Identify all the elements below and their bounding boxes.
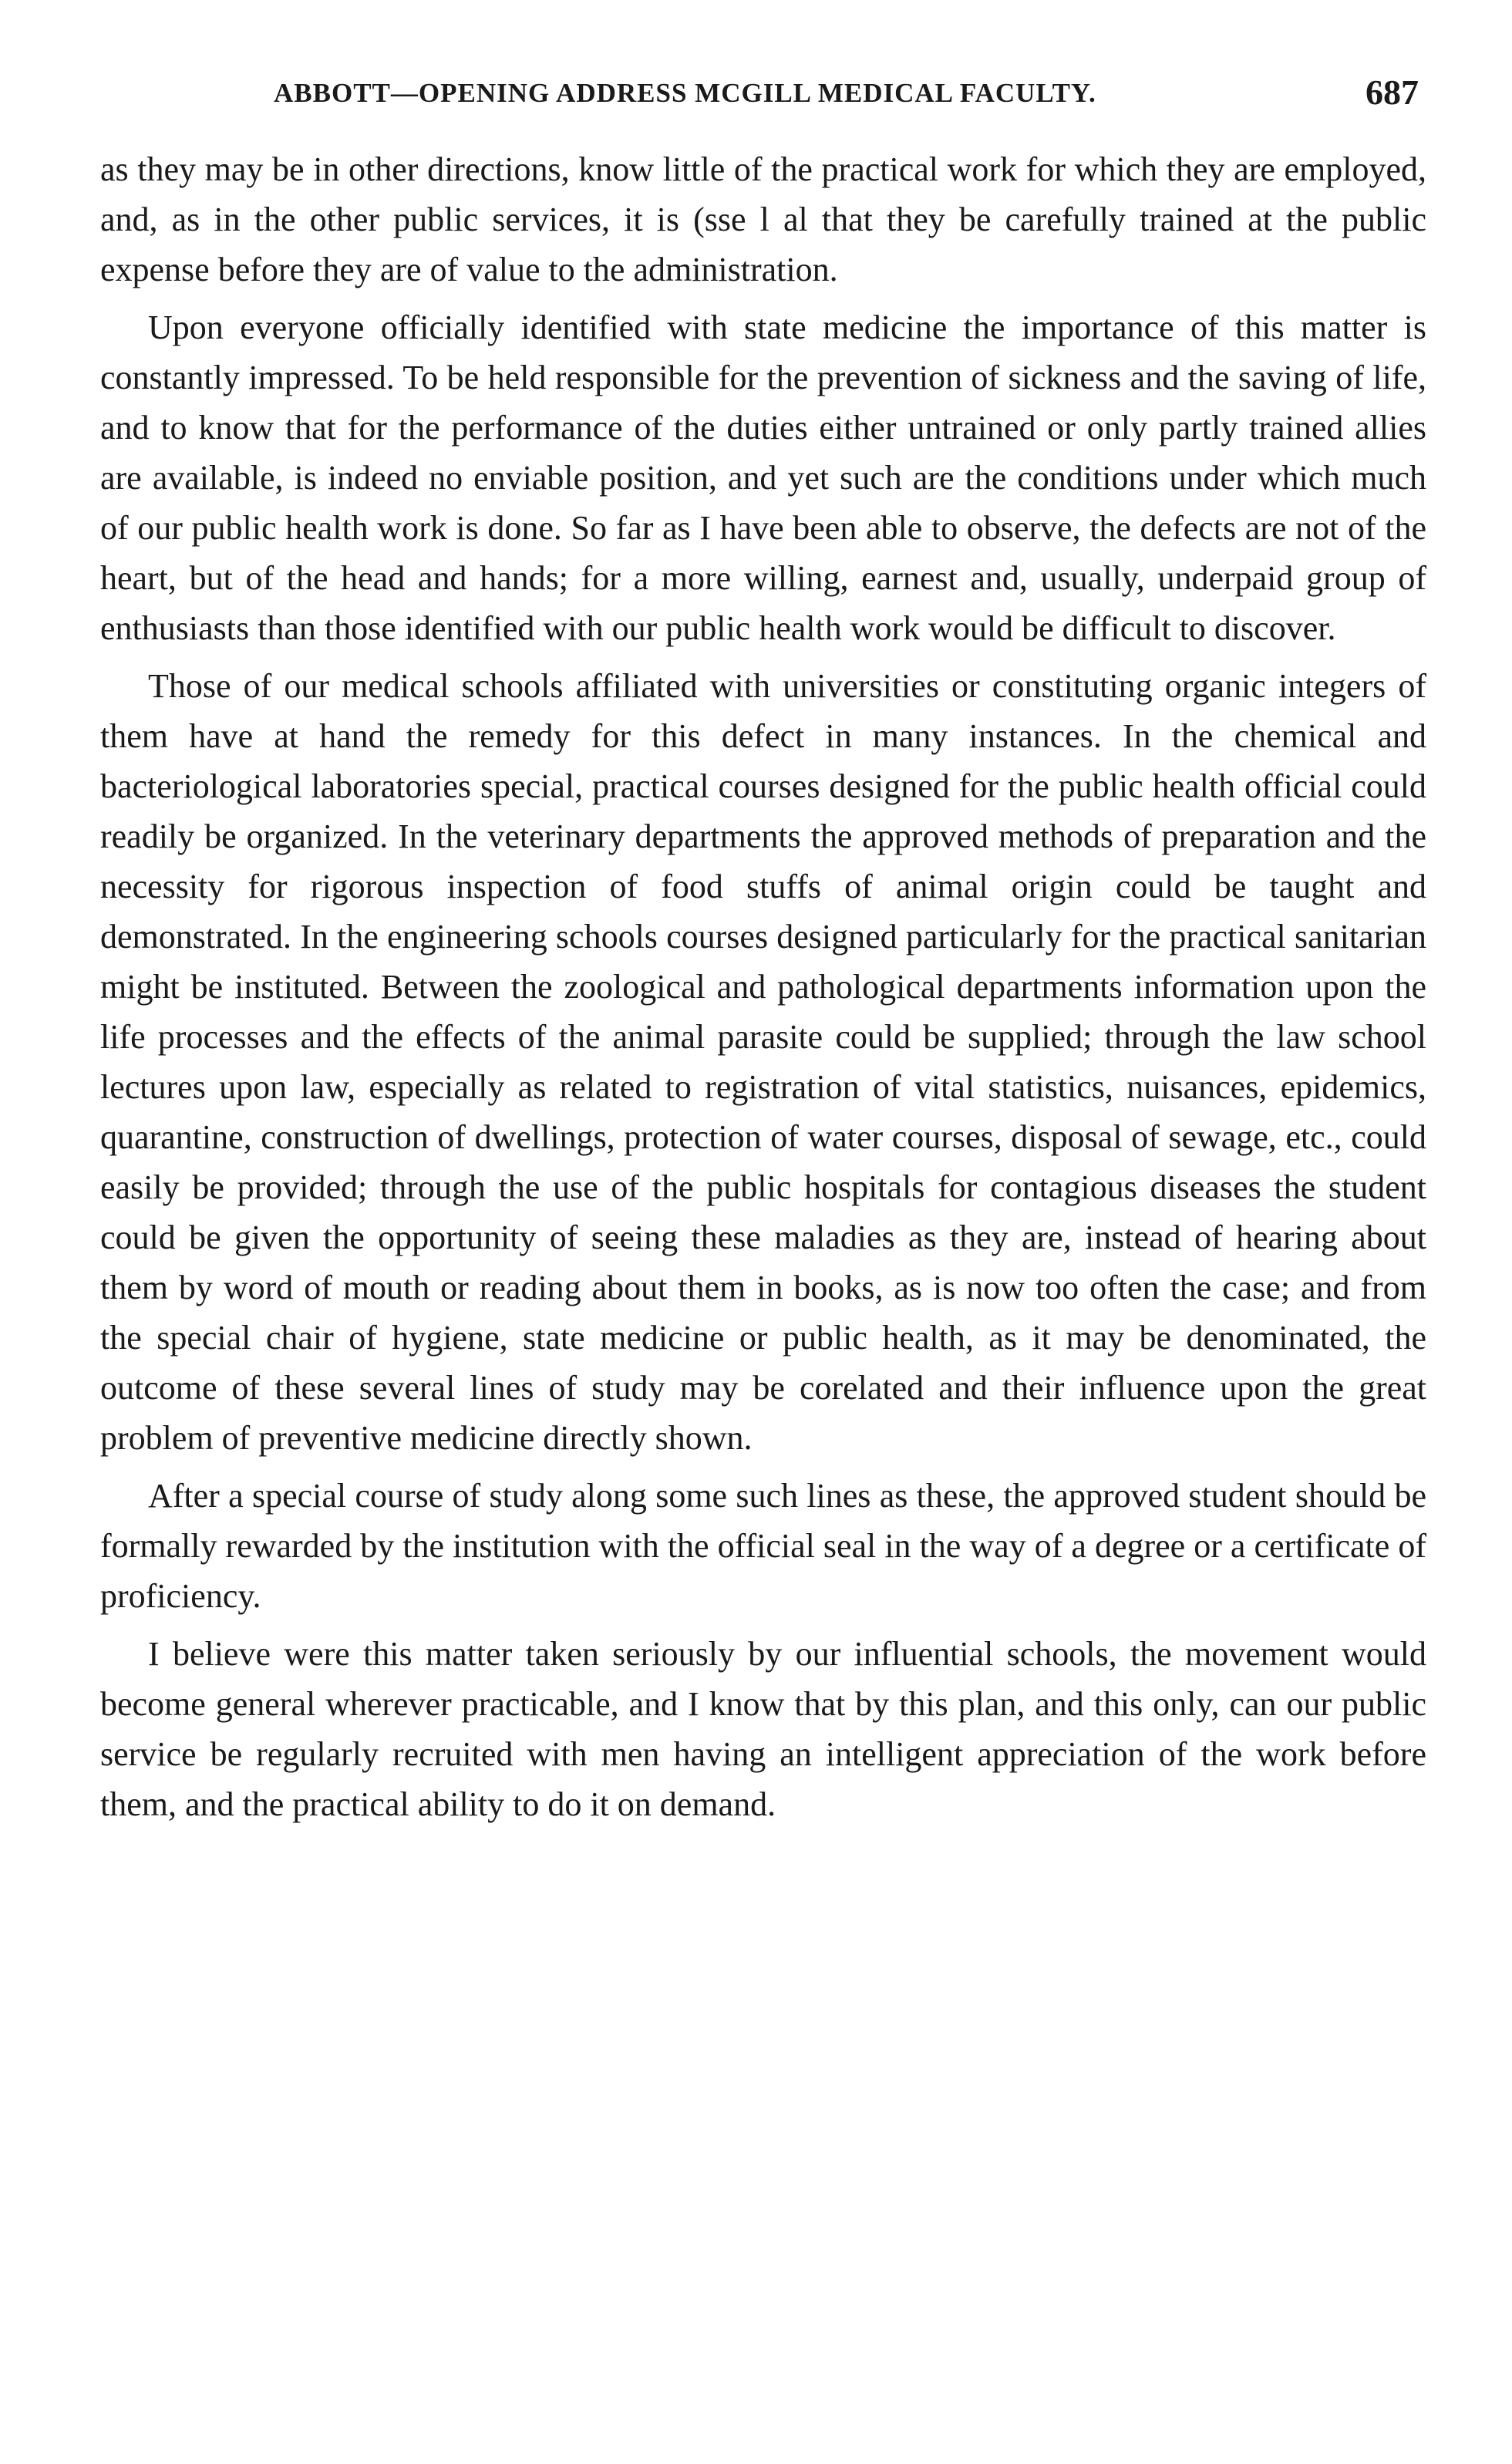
page-number: 687 <box>1366 72 1419 112</box>
paragraph-medical-schools: Those of our medical schools affiliated with universities or constituting organic integers of them have at hand the remedy for this defect in many instances. In the chemical and bacteriological laboratories special, practical courses designed for the public health official could readily be organized. In the veterinary departments the approved methods of preparation and the necessity for rigorous inspection of food stuffs of animal origin could be taught and demonstrated. In the engineering schools courses designed particularly for the practical sanitarian might be instituted. Between the zoological and pathological departments information upon the life processes and the effects of the animal parasite could be supplied; through the law school lectures upon law, especially as related to registration of vital statistics, nuisances, epidemics, quarantine, construction of dwellings, protection of water courses, disposal of sewage, etc., could easily be provided; through the use of the public hospitals for contagious diseases the student could be given the opportunity of seeing these maladies as they are, instead of hearing about them by word of mouth or reading about them in books, as is now too often the case; and from the special chair of hygiene, state medicine or public health, as it may be denominated, the outcome of these several lines of study may be corelated and their influence upon the great problem of preventive medicine directly shown. <box>100 667 1426 1457</box>
paragraph-special-course: After a special course of study along some such lines as these, the approved student should be formally rewarded by the institution with the official seal in the way of a degree or a certificate of proficiency. <box>100 1477 1426 1615</box>
paragraph-state-medicine: Upon everyone officially identified with state medicine the importance of this matter is constantly impressed. To be held responsible for the prevention of sickness and the saving of life, and to know that for the performance of the duties either untrained or only partly trained allies are available, is indeed no enviable position, and yet such are the conditions under which much of our public health work is done. So far as I have been able to observe, the defects are not of the heart, but of the head and hands; for a more willing, earnest and, usually, underpaid group of enthusiasts than those identified with our public health work would be difficult to discover. <box>100 308 1426 647</box>
running-title: ABBOTT—OPENING ADDRESS MCGILL MEDICAL FACULTY. <box>274 78 1096 108</box>
book-page <box>100 73 1426 1837</box>
paragraph-conclusion: I believe were this matter taken seriously by our influential schools, the movement would become general wherever practicable, and I know that by this plan, and this only, can our public service be regularly recruited with men having an intelligent appreciation of the work before them, and the practical ability to do it on demand. <box>100 1635 1426 1823</box>
paragraph-continued: as they may be in other directions, know little of the practical work for which they are employed, and, as in the other public services, it is (sse l al that they be carefully trained at the public expense before they are of value to the administration. <box>100 150 1426 288</box>
running-head <box>100 73 1426 127</box>
